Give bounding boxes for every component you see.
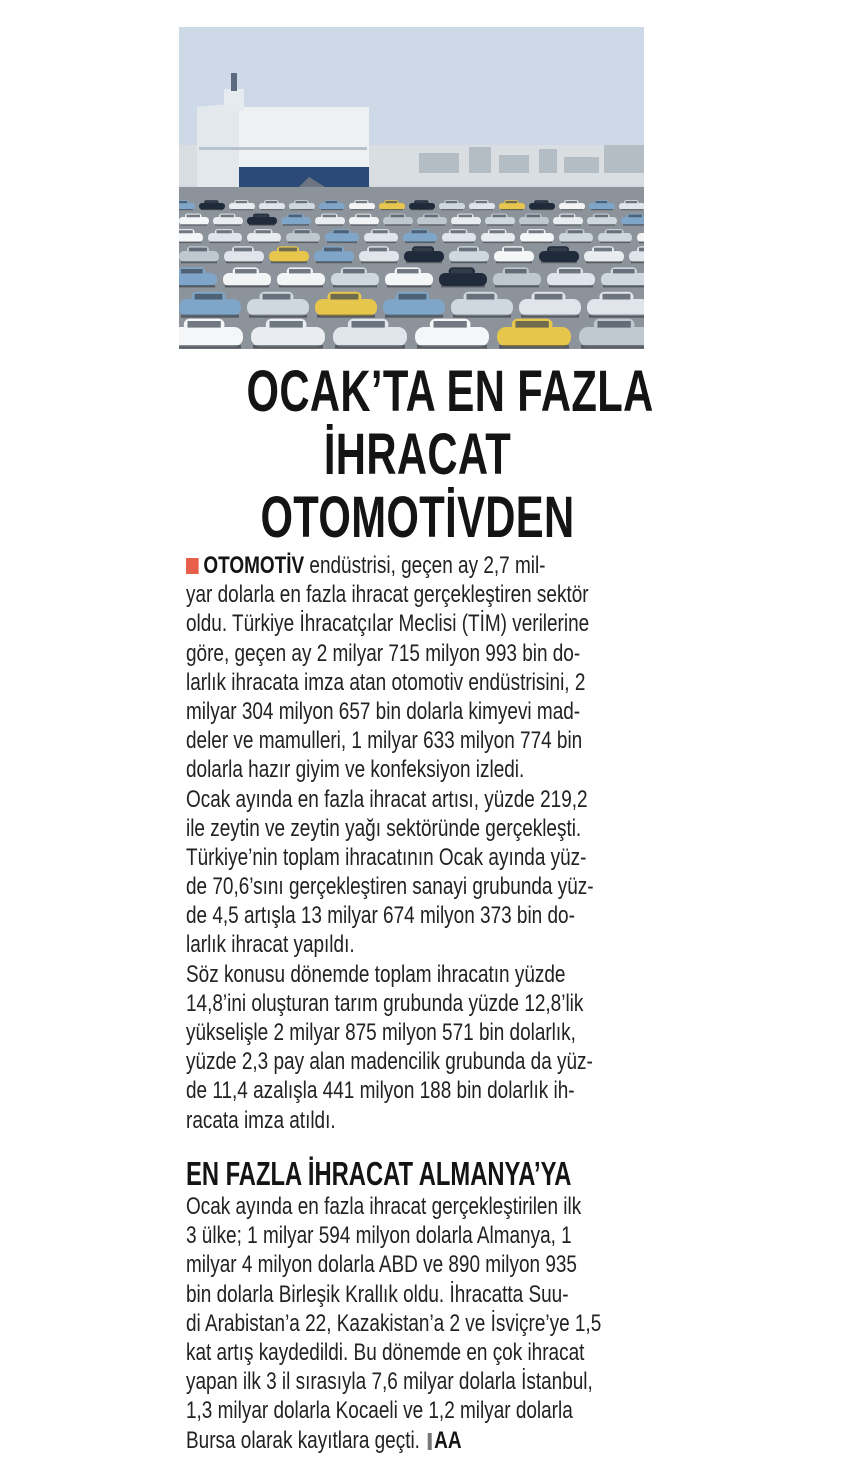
paragraph-3 (186, 960, 666, 1135)
article-line: yapan ilk 3 il sırasıyla 7,6 milyar dolarla İstanbul, (186, 1368, 593, 1396)
article-line: larlık ihracat yapıldı. (186, 931, 355, 959)
article-line: racata imza atıldı. (186, 1106, 336, 1134)
lead-word: OTOMOTİV (203, 552, 305, 579)
lead-rest: endüstrisi, geçen ay 2,7 mil- (304, 552, 546, 579)
article-line: ile zeytin ve zeytin yağı sektöründe gerçekleşti. (186, 814, 582, 842)
paragraph-1 (186, 580, 666, 784)
last-line (186, 1426, 565, 1455)
section-2 (186, 1156, 666, 1455)
article-line: yüzde 2,3 pay alan madencilik grubunda da yüz- (186, 1048, 593, 1076)
article-line: de 11,4 azalışla 441 milyon 188 bin dolarlık ih- (186, 1077, 575, 1105)
source-bar-icon (428, 1433, 432, 1450)
headline-line-3: OTOMOTİVDEN (260, 485, 575, 550)
last-line-text: Bursa olarak kayıtlara geçti. (186, 1426, 420, 1454)
article-line: kat artış kaydedildi. Bu dönemde en çok ihracat (186, 1338, 585, 1366)
paragraph-4 (186, 1192, 666, 1426)
article-line: Türkiye’nin toplam ihracatının Ocak ayında yüz- (186, 843, 587, 871)
subheading: EN FAZLA İHRACAT ALMANYA’YA (186, 1155, 572, 1192)
news-photo (179, 27, 644, 349)
lead-square-icon (186, 558, 199, 574)
article-line: de 70,6’sını gerçekleştiren sanayi grubunda yüz- (186, 873, 594, 901)
paragraph-2 (186, 785, 666, 960)
article-body (186, 551, 666, 1135)
article-line: di Arabistan’a 22, Kazakistan’a 2 ve İsviçre’ye 1,5 (186, 1309, 602, 1337)
article-line: dolarla hazır giyim ve konfeksiyon izledi. (186, 756, 525, 784)
article-line: yükselişle 2 milyar 875 milyon 571 bin dolarlık, (186, 1019, 576, 1046)
article-line: milyar 304 milyon 657 bin dolarla kimyevi mad- (186, 697, 581, 725)
car-carrier-ship-port-photo (179, 27, 644, 349)
article-line: bin dolarla Birleşik Krallık oldu. İhracatta Suu- (186, 1280, 569, 1308)
article-line: de 4,5 artışla 13 milyar 674 milyon 373 bin do- (186, 902, 575, 930)
article-line: göre, geçen ay 2 milyar 715 milyon 993 bin do- (186, 639, 581, 667)
source-label: AA (434, 1426, 462, 1454)
article-line: milyar 4 milyon dolarla ABD ve 890 milyon 935 (186, 1251, 577, 1279)
article-line: 14,8’ini oluşturan tarım grubunda yüzde 12,8’lik (186, 989, 584, 1017)
article-line: larlık ihracata imza atan otomotiv endüstrisini, 2 (186, 668, 586, 696)
headline (180, 360, 655, 549)
article-line: yar dolarla en fazla ihracat gerçekleştiren sektör (186, 581, 589, 609)
article-line: oldu. Türkiye İhracatçılar Meclisi (TİM) verilerine (186, 610, 590, 638)
article-line: 3 ülke; 1 milyar 594 milyon dolarla Almanya, 1 (186, 1222, 572, 1250)
article-line: Ocak ayında en fazla ihracat gerçekleştirilen ilk (186, 1193, 582, 1220)
article-line: deler ve mamulleri, 1 milyar 633 milyon 774 bin (186, 727, 583, 755)
article-line: Söz konusu dönemde toplam ihracatın yüzde (186, 960, 566, 988)
lead-line (186, 551, 565, 580)
article-line: Ocak ayında en fazla ihracat artısı, yüzde 219,2 (186, 785, 588, 813)
article-line: 1,3 milyar dolarla Kocaeli ve 1,2 milyar dolarla (186, 1397, 573, 1425)
headline-line-1: OCAK’TA EN FAZLA (246, 359, 654, 424)
headline-line-2: İHRACAT (323, 422, 512, 487)
